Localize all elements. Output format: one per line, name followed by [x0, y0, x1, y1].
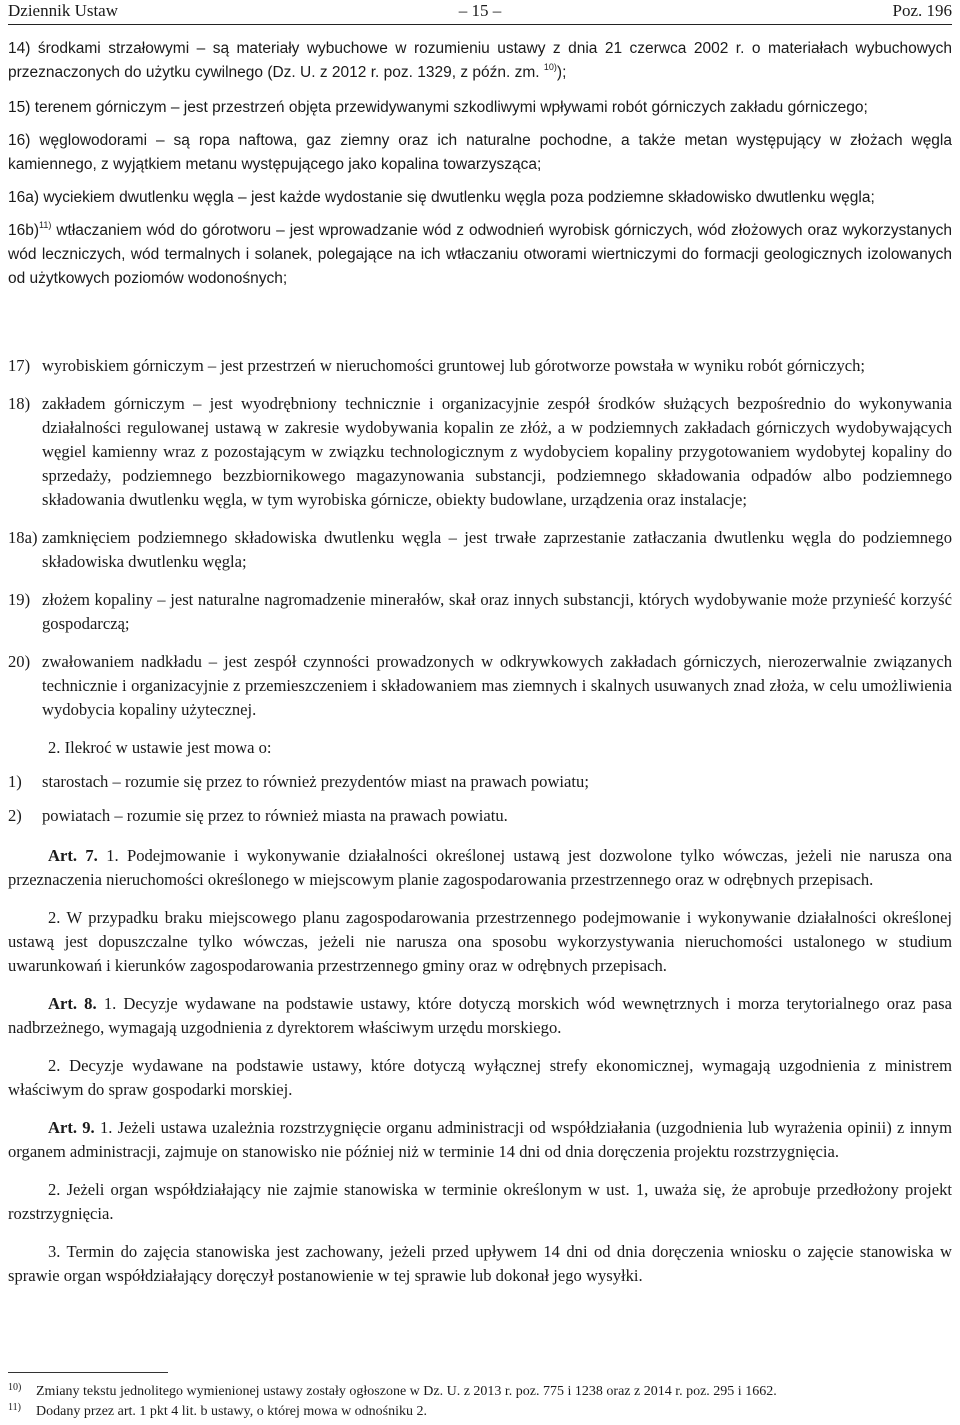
item-number: 19): [8, 590, 31, 609]
item-number: 2): [8, 806, 22, 825]
item-text: wyrobiskiem górniczym – jest przestrzeń w nieruchomości gruntowej lub górotworze powstała w wyniku robót górniczych;: [42, 356, 866, 375]
footnote-ref[interactable]: 10): [543, 62, 557, 72]
definition-16: [8, 129, 952, 177]
journal-title: Dziennik Ustaw: [8, 1, 119, 20]
item-text: węglowodorami – są ropa naftowa, gaz ziemny oraz ich naturalne pochodne, a także metan występujący w złożach węgla kamiennego, z wyjątkiem metanu występującego jako kopalina towarzysząca;: [8, 132, 952, 173]
footnote-text: Dodany przez art. 1 pkt 4 lit. b ustawy, o której mowa w odnośniku 2.: [36, 1404, 428, 1419]
item-text: wtłaczaniem wód do górotworu – jest wprowadzanie wód z odwodnień wyrobisk górniczych, wód złożowych oraz wykorzystanych wód leczniczych, wód termalnych i solanek, polegające na ich wtłaczaniu otworami wiertniczymi do formacji geologicznych izolowanych od użytkowych poziomów wodonośnych;: [8, 222, 952, 287]
footnote-ref[interactable]: 11): [39, 220, 52, 230]
item-number: 16a): [8, 189, 40, 206]
paragraph-text: 1. Jeżeli ustawa uzależnia rozstrzygnięcie organu administracji od współdziałania (uzgodnienia lub wyrażenia opinii) z innym organem administracji, zajmuje on stanowisko nie później niż w terminie 14 dni od dnia doręczenia projektu rozstrzygnięcia.: [8, 1118, 952, 1161]
item-text: złożem kopaliny – jest naturalne nagromadzenie minerałów, skał oraz innych substancji, których wydobywanie może przynieść korzyść gospodarczą;: [42, 590, 952, 633]
definition-17: [8, 354, 952, 378]
definition-15: [8, 96, 952, 120]
item-text: powiatach – rozumie się przez to również miasta na prawach powiatu.: [42, 806, 508, 825]
section-2-intro: 2. Ilekroć w ustawie jest mowa o:: [48, 738, 272, 757]
item-number: 16b): [8, 222, 40, 239]
article-9-para-1: [8, 1116, 952, 1164]
item-number: 16): [8, 132, 31, 149]
item-text: wyciekiem dwutlenku węgla – jest każde wydostanie się dwutlenku węgla poza podziemne składowisko dwutlenku węgla;: [43, 189, 875, 206]
article-label: Art. 8.: [48, 994, 97, 1013]
definition-14: [8, 37, 952, 85]
item-text: terenem górniczym – jest przestrzeń objęta przewidywanymi szkodliwymi wpływami robót górniczych zakładu górniczego;: [34, 99, 868, 116]
item-text: środkami strzałowymi – są materiały wybuchowe w rozumieniu ustawy z dnia 21 czerwca 2002 r. o materiałach wybuchowych przeznaczonych do użytku cywilnego (Dz. U. z 2012 r. poz. 1329, z późn. zm.: [8, 40, 953, 81]
item-number: 18): [8, 394, 31, 413]
item-number: 18a): [8, 528, 38, 547]
definition-18: [8, 392, 952, 512]
footnote-divider: [8, 1372, 168, 1373]
section-2-point-1: [8, 770, 952, 794]
section-2-point-2: [8, 804, 952, 828]
definition-16b: [8, 219, 952, 291]
document-page: [8, 0, 952, 1425]
footnote-text: Zmiany tekstu jednolitego wymienionej ustawy zostały ogłoszone w Dz. U. z 2013 r. poz. 775 i 1238 oraz z 2014 r. poz. 295 i 1662.: [36, 1384, 777, 1399]
item-number: 14): [8, 40, 31, 57]
article-label: Art. 9.: [48, 1118, 95, 1137]
article-8-para-2: 2. Decyzje wydawane na podstawie ustawy, które dotyczą wyłącznej strefy ekonomicznej, wymagają uzgodnienia z ministrem właściwym do spraw gospodarki morskiej.: [8, 1056, 952, 1099]
definition-16a: [8, 186, 952, 210]
page-header: [8, 0, 952, 25]
article-9-para-2: 2. Jeżeli organ współdziałający nie zajmie stanowiska w terminie określonym w ust. 1, uważa się, że aprobuje przedłożony projekt rozstrzygnięcia.: [8, 1180, 952, 1223]
article-7-para-1: [8, 844, 952, 892]
article-9-para-3: 3. Termin do zajęcia stanowiska jest zachowany, jeżeli przed upływem 14 dni od dnia doręczenia wniosku o zajęcie stanowiska w sprawie organ współdziałający doręczył postanowienie w tej sprawie lub dokonał jego wysyłki.: [8, 1242, 952, 1285]
item-text: zamknięciem podziemnego składowiska dwutlenku węgla – jest trwałe zaprzestanie zatłaczania dwutlenku węgla do podziemnego składowiska dwutlenku węgla;: [42, 528, 952, 571]
item-number: 1): [8, 772, 22, 791]
page-number: – 15 –: [458, 1, 502, 20]
items-list: [8, 354, 952, 1288]
paragraph-text: 1. Decyzje wydawane na podstawie ustawy, które dotyczą morskich wód wewnętrznych i morza terytorialnego oraz pasa nadbrzeżnego, wymagają uzgodnienia z dyrektorem właściwym urzędu morskiego.: [8, 994, 952, 1037]
position-number: Poz. 196: [892, 1, 952, 20]
definition-20: [8, 650, 952, 722]
paragraph-text: 1. Podejmowanie i wykonywanie działalności określonej ustawą jest dozwolone tylko wówczas, jeżeli nie narusza ona przeznaczenia nieruchomości określonego w miejscowym planie zagospodarowania przestrzennego oraz w odrębnych przepisach.: [8, 846, 953, 889]
article-8-para-1: [8, 992, 952, 1040]
item-text: zwałowaniem nadkładu – jest zespół czynności prowadzonych w odkrywkowych zakładach górniczych, nierozerwalnie związanych technicznie i organizacyjnie z przemieszczeniem i składowaniem mas ziemnych i skalnych usuwanych znad złoża, w celu umożliwienia wydobycia kopaliny użytecznej.: [42, 652, 952, 719]
article-label: Art. 7.: [48, 846, 98, 865]
definition-18a: [8, 526, 952, 574]
item-number: 15): [8, 99, 31, 116]
item-text: zakładem górniczym – jest wyodrębniony technicznie i organizacyjnie zespół środków służących bezpośrednio do wykonywania działalności regulowanej ustawą w zakresie wydobywania kopalin ze złóż, a w podziemnych zakładach górniczych wydobywających węgiel kamienny wraz z pozostającym w związku technologicznym z wydobyciem kopaliny przygotowaniem wydobytej kopaliny do sprzedaży, podziemnego bezzbiornikowego magazynowania substancji, podziemnego składowania odpadów albo podziemnego składowania dwutlenku węgla, w tym wyrobiska górnicze, obiekty budowlane, urządzenia oraz instalacje;: [42, 394, 952, 509]
item-number: 20): [8, 652, 31, 671]
definition-19: [8, 588, 952, 636]
footnote-number: 11): [8, 1402, 21, 1413]
definitions-list: [8, 37, 952, 300]
item-text: starostach – rozumie się przez to również prezydentów miast na prawach powiatu;: [42, 772, 589, 791]
footnote-number: 10): [8, 1382, 22, 1393]
article-7-para-2: 2. W przypadku braku miejscowego planu zagospodarowania przestrzennego podejmowanie i wykonywanie działalności określonej ustawą jest dopuszczalne tylko wówczas, jeżeli nie narusza ona sposobu wykorzystywania nieruchomości ustalonego w studium uwarunkowań i kierunków zagospodarowania przestrzennego gminy oraz w odrębnych przepisach.: [8, 908, 952, 975]
item-text-tail: );: [556, 64, 567, 81]
item-number: 17): [8, 356, 31, 375]
